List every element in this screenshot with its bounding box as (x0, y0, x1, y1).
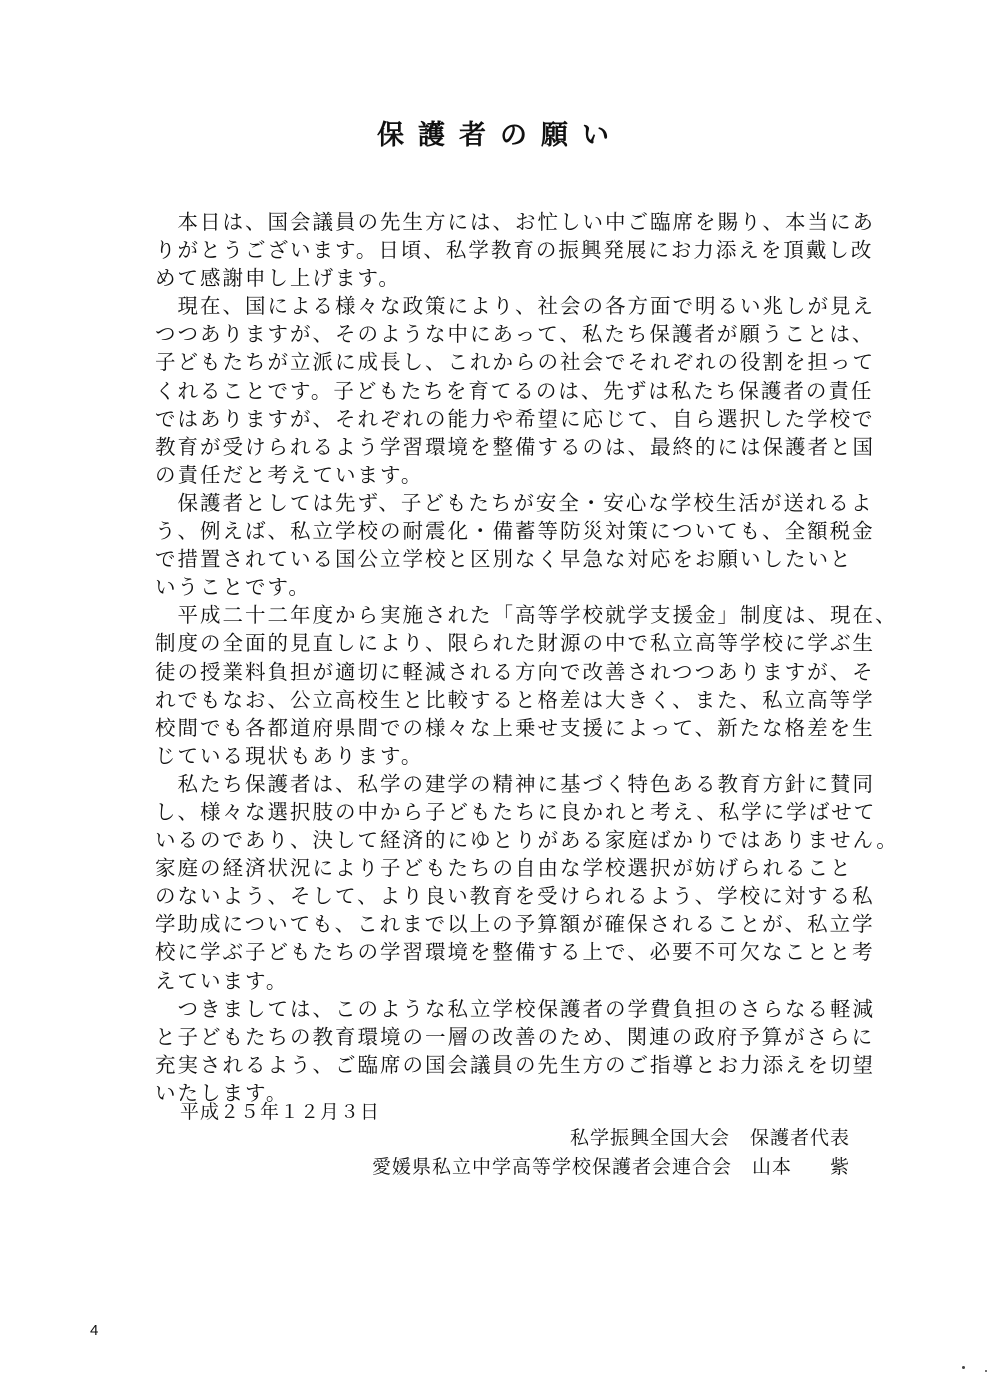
body-line: くれることです。子どもたちを育てるのは、先ずは私たち保護者の責任 (155, 378, 874, 403)
body-line: のないよう、そして、より良い教育を受けられるよう、学校に対する私 (155, 884, 875, 909)
body-line: いたします。 (155, 1080, 289, 1105)
page-number: 4 (90, 1322, 99, 1339)
signature-organization: 愛媛県私立中学高等学校保護者会連合会 (371, 1156, 732, 1178)
body-line: 家庭の経済状況により子どもたちの自由な学校選択が妨げられること (155, 856, 853, 881)
body-line: りがとうございます。日頃、私学教育の振興発展にお力添えを頂戴し改 (155, 238, 874, 263)
body-line: で措置されている国公立学校と区別なく早急な対応をお願いしたいと (155, 547, 853, 572)
body-line: 保護者としては先ず、子どもたちが安全・安心な学校生活が送れるよ (155, 490, 874, 515)
signature-name-line (372, 1153, 850, 1181)
body-line: 教育が受けられるよう学習環境を整備するのは、最終的には保護者と国 (155, 434, 875, 459)
body-line: 本日は、国会議員の先生方には、お忙しい中ご臨席を賜り、本当にあ (155, 210, 875, 234)
body-line: 平成二十二年度から実施された「高等学校就学支援金」制度は、現在、 (155, 603, 898, 628)
body-line: えています。 (155, 968, 289, 993)
body-line: じている現状もあります。 (155, 743, 424, 768)
scan-speck (985, 1370, 987, 1372)
body-line: と子どもたちの教育環境の一層の改善のため、関連の政府予算がさらに (155, 1024, 875, 1049)
signature-event-line (570, 1124, 850, 1152)
signature-name-given: 紫 (829, 1156, 850, 1178)
body-line: れでもなお、公立高校生と比較すると格差は大きく、また、私立高等学 (155, 687, 875, 712)
body-line: 現在、国による様々な政策により、社会の各方面で明るい兆しが見え (155, 294, 875, 319)
body-line: う、例えば、私立学校の耐震化・備蓄等防災対策についても、全額税金 (155, 519, 875, 544)
body-line: いるのであり、決して経済的にゆとりがある家庭ばかりではありません。 (155, 828, 899, 853)
document-body (155, 208, 899, 1107)
body-line: 私たち保護者は、私学の建学の精神に基づく特色ある教育方針に賛同 (155, 771, 875, 796)
body-line: ではありますが、それぞれの能力や希望に応じて、自ら選択した学校で (155, 406, 875, 431)
body-line: 校間でも各都道府県間での様々な上乗せ支援によって、新たな格差を生 (155, 715, 875, 740)
scan-speck (962, 1366, 965, 1369)
body-line: の責任だと考えています。 (155, 462, 424, 487)
body-line: いうことです。 (155, 575, 311, 600)
body-line: 制度の全面的見直しにより、限られた財源の中で私立高等学校に学ぶ生 (155, 631, 875, 656)
body-line: めて感謝申し上げます。 (155, 266, 401, 291)
signature-event: 私学振興全国大会 (569, 1127, 730, 1149)
body-line: 子どもたちが立派に成長し、これからの社会でそれぞれの役割を担って (155, 350, 875, 375)
body-line: し、様々な選択肢の中から子どもたちに良かれと考え、私学に学ばせて (155, 799, 877, 824)
body-line: 校に学ぶ子どもたちの学習環境を整備する上で、必要不可欠なことと考 (155, 940, 875, 965)
signature-name-family: 山本 (751, 1156, 792, 1178)
body-line: 徒の授業料負担が適切に軽減される方向で改善されつつありますが、そ (155, 659, 875, 684)
body-line: 充実されるよう、ご臨席の国会議員の先生方のご指導とお力添えを切望 (155, 1052, 875, 1077)
signature-role: 保護者代表 (749, 1127, 850, 1149)
body-line: つきましては、このような私立学校保護者の学費負担のさらなる軽減 (155, 996, 875, 1021)
document-date: 平成２５年１２月３日 (180, 1101, 381, 1123)
body-line: つつありますが、そのような中にあって、私たち保護者が願うことは、 (155, 322, 875, 347)
document-title: 保護者の願い (377, 120, 623, 151)
body-line: 学助成についても、これまで以上の予算額が確保されることが、私立学 (155, 912, 875, 937)
